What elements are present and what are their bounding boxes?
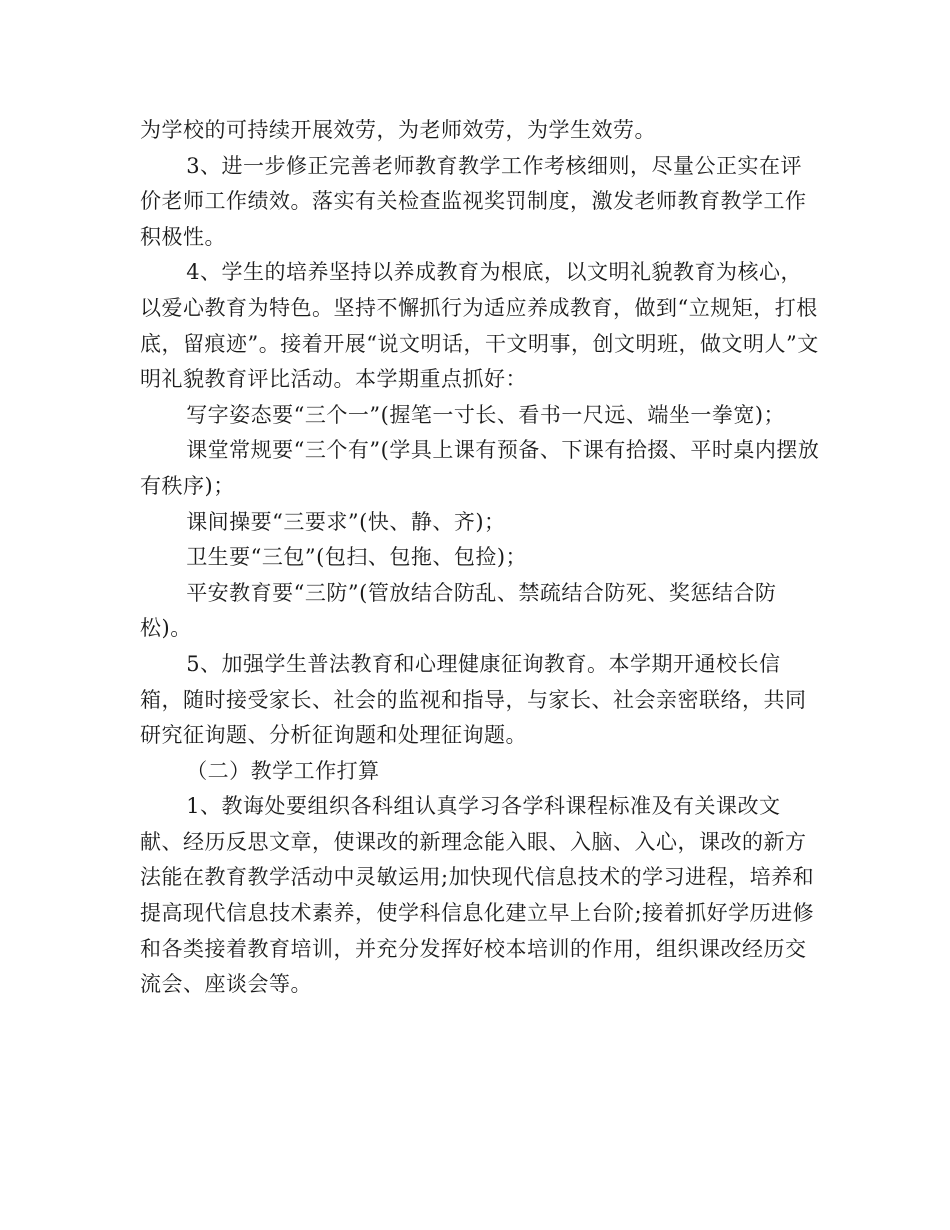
paragraph-item-4-student-cultivation: 4、学生的培养坚持以养成教育为根底，以文明礼貌教育为核心，以爱心教育为特色。坚持不懈抓行为适应养成教育，做到“立规矩，打根底，留痕迹”。接着开展“说文明话，干文明事，创文明班，做文明人”文明礼貌教育评比活动。本学期重点抓好： <box>140 260 819 392</box>
paragraph-item-5-legal-education: 5、加强学生普法教育和心理健康征询教育。本学期开通校长信箱，随时接受家长、社会的监视和指导，与家长、社会亲密联络，共同研究征询题、分析征询题和处理征询题。 <box>140 651 807 748</box>
section-heading-teaching-plan: （二）教学工作打算 <box>186 758 380 783</box>
paragraph-classroom-routine: 课堂常规要“三个有”(学具上课有预备、下课有拾掇、平时桌内摆放有秩序)； <box>140 438 820 498</box>
paragraph-item-1-curriculum-study: 1、教诲处要组织各科组认真学习各学科课程标准及有关课改文献、经历反思文章，使课改的新理念能入眼、入脑、入心，课改的新方法能在教育教学活动中灵敏运用;加快现代信息技术的学习进程，培养和提高现代信息技术素养，使学科信息化建立早上台阶;接着抓好学历进修和各类接着教育培训，并充分发挥好校本培训的作用，组织课改经历交流会、座谈会等。 <box>140 794 815 997</box>
paragraph-break-exercise: 课间操要“三要求”(快、静、齐)； <box>186 509 506 534</box>
paragraph-safety-education: 平安教育要“三防”(管放结合防乱、禁疏结合防死、奖惩结合防松)。 <box>140 580 777 641</box>
paragraph-service-conclusion: 为学校的可持续开展效劳，为老师效劳，为学生效劳。 <box>140 118 656 142</box>
paragraph-hygiene: 卫生要“三包”(包扫、包拖、包捡)； <box>186 545 528 570</box>
paragraph-item-3-teacher-assessment: 3、进一步修正完善老师教育教学工作考核细则，尽量公正实在评价老师工作绩效。落实有关检查监视奖罚制度，激发老师教育教学工作积极性。 <box>140 153 807 249</box>
document-page <box>140 113 820 1003</box>
paragraph-writing-posture: 写字姿态要“三个一”(握笔一寸长、看书一尺远、端坐一拳宽)； <box>186 402 786 427</box>
